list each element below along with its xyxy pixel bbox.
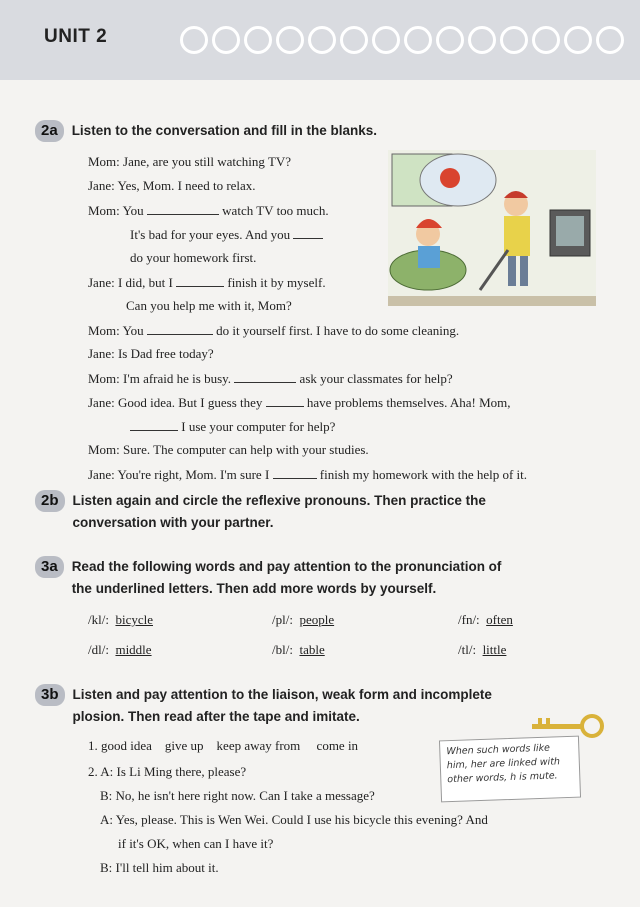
blank[interactable] bbox=[130, 418, 178, 431]
blank[interactable] bbox=[273, 466, 317, 479]
blank[interactable] bbox=[266, 394, 304, 407]
circle-decor bbox=[276, 26, 304, 54]
blank[interactable] bbox=[147, 322, 213, 335]
section-3a-heading bbox=[35, 556, 610, 600]
dialog-line: do your homework first. bbox=[130, 250, 257, 265]
word-item: /pl/: people bbox=[272, 612, 335, 627]
section-2a-heading bbox=[35, 120, 377, 142]
circle-decor bbox=[436, 26, 464, 54]
dialog-line: Jane: Is Dad free today? bbox=[88, 346, 214, 361]
dialog-line: I use your computer for help? bbox=[130, 418, 335, 435]
circle-decor bbox=[500, 26, 528, 54]
section-badge: 3b bbox=[35, 684, 65, 706]
blank[interactable] bbox=[147, 202, 219, 215]
word-item: /tl/: little bbox=[458, 642, 507, 657]
section-title: Listen again and circle the reflexive pronouns. Then practice the conversation with your partner. bbox=[72, 493, 486, 530]
dialog-line: Jane: I did, but I finish it by myself. bbox=[88, 275, 326, 290]
section-badge: 2b bbox=[35, 490, 65, 512]
section-title: Listen and pay attention to the liaison, weak form and incomplete plosion. Then read after the tape and imitate. bbox=[72, 687, 492, 724]
word-item: /dl/: middle bbox=[88, 642, 152, 657]
circle-decor bbox=[308, 26, 336, 54]
dialog-line: Jane: You're right, Mom. I'm sure I finish my homework with the help of it. bbox=[88, 467, 528, 482]
circle-decor bbox=[468, 26, 496, 54]
circle-decor bbox=[212, 26, 240, 54]
section-3b-heading bbox=[35, 684, 610, 728]
circle-decor bbox=[564, 26, 592, 54]
dialog-line: A: Yes, please. This is Wen Wei. Could I use his bicycle this evening? And bbox=[100, 812, 488, 827]
liaison-line: 1. good idea give up keep away from come in bbox=[88, 738, 359, 753]
section-badge: 2a bbox=[35, 120, 64, 142]
circle-decor bbox=[404, 26, 432, 54]
circle-decor bbox=[180, 26, 208, 54]
unit-title: UNIT 2 bbox=[44, 26, 108, 47]
blank[interactable] bbox=[234, 370, 296, 383]
dialog-line: 2. A: Is Li Ming there, please? bbox=[88, 764, 247, 779]
dialog-line: B: I'll tell him about it. bbox=[100, 860, 219, 875]
blank[interactable] bbox=[176, 274, 224, 287]
dialog-line: Jane: Good idea. But I guess they have problems themselves. Aha! Mom, bbox=[88, 395, 511, 410]
dialog-line: Mom: Sure. The computer can help with your studies. bbox=[88, 442, 369, 457]
circle-decor bbox=[532, 26, 560, 54]
word-item: /fn/: often bbox=[458, 612, 513, 627]
circle-decor bbox=[372, 26, 400, 54]
section-2b-heading bbox=[35, 490, 610, 534]
section-badge: 3a bbox=[35, 556, 64, 578]
section-title: Read the following words and pay attention to the pronunciation of the underlined letters. Then add more words by yourself. bbox=[71, 559, 502, 596]
section-title: Listen to the conversation and fill in the blanks. bbox=[71, 123, 377, 138]
dialog-line: It's bad for your eyes. And you bbox=[130, 226, 323, 243]
illustration-cleaning-scene bbox=[388, 150, 596, 306]
dialog-line: B: No, he isn't here right now. Can I take a message? bbox=[100, 788, 375, 803]
word-item: /bl/: table bbox=[272, 642, 325, 657]
circle-decor bbox=[596, 26, 624, 54]
unit-header bbox=[0, 0, 640, 80]
dialog-line: if it's OK, when can I have it? bbox=[118, 836, 274, 851]
blank[interactable] bbox=[293, 226, 323, 239]
dialog-line: Mom: I'm afraid he is busy. ask your classmates for help? bbox=[88, 371, 453, 386]
decorative-circles bbox=[180, 22, 624, 58]
dialog-line: Can you help me with it, Mom? bbox=[126, 298, 292, 313]
dialog-line: Mom: You do it yourself first. I have to do some cleaning. bbox=[88, 323, 460, 338]
tip-note: When such words like him, her are linked with other words, h is mute. bbox=[439, 736, 581, 803]
word-item: /kl/: bicycle bbox=[88, 612, 153, 627]
dialog-line: Mom: Jane, are you still watching TV? bbox=[88, 154, 292, 169]
dialog-line: Jane: Yes, Mom. I need to relax. bbox=[88, 178, 256, 193]
dialog-line: Mom: You watch TV too much. bbox=[88, 203, 329, 218]
circle-decor bbox=[244, 26, 272, 54]
circle-decor bbox=[340, 26, 368, 54]
